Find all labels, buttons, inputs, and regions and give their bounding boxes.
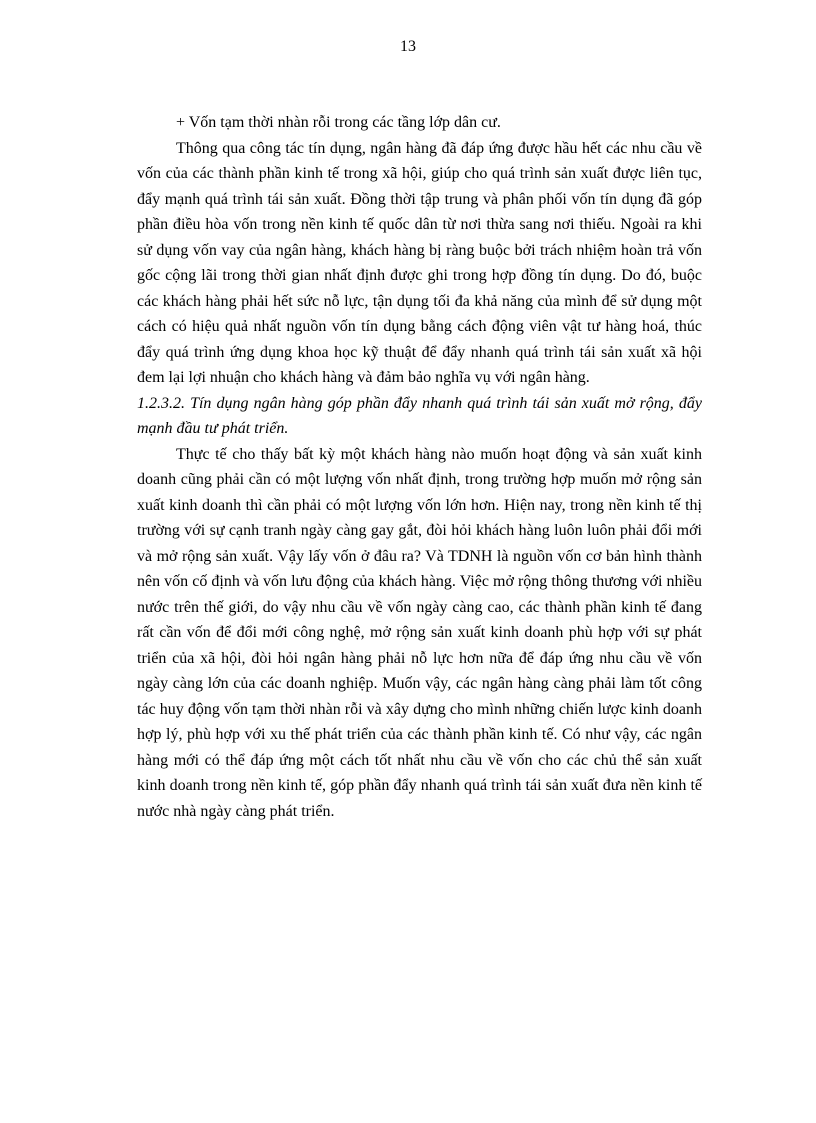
bullet-paragraph: + Vốn tạm thời nhàn rỗi trong các tầng lớp dân cư. — [176, 114, 501, 131]
body-paragraph: Thực tế cho thấy bất kỳ một khách hàng nào muốn hoạt động và sản xuất kinh doanh cũng phải cần có một lượng vốn nhất định, trong trường hợp muốn mở rộng sản xuất kinh doanh thì cần phải có một lượng vốn lớn hơn. Hiện nay, trong nền kinh tế thị trường với sự cạnh tranh ngày càng gay gắt, đòi hỏi khách hàng luôn luôn phải đổi mới và mở rộng sản xuất. Vậy lấy vốn ở đâu ra? Và TDNH là nguồn vốn cơ bản hình thành nên vốn cố định và vốn lưu động của khách hàng. Việc mở rộng thông thương với nhiều nước trên thế giới, do vậy nhu cầu về vốn ngày càng cao, các thành phần kinh tế đang rất cần vốn để đổi mới công nghệ, mở rộng sản xuất kinh doanh phù hợp với sự phát triển của xã hội, đòi hỏi ngân hàng phải nỗ lực hơn nữa để đáp ứng nhu cầu về vốn ngày càng lớn của các doanh nghiệp. Muốn vậy, các ngân hàng càng phải làm tốt công tác huy động vốn tạm thời nhàn rỗi và xây dựng cho mình những chiến lược kinh doanh hợp lý, phù hợp với xu thế phát triển của các thành phần kinh tế. Có như vậy, các ngân hàng mới có thể đáp ứng một cách tốt nhất nhu cầu về vốn cho các chủ thể sản xuất kinh doanh trong nền kinh tế, góp phần đẩy nhanh quá trình tái sản xuất đưa nền kinh tế nước nhà ngày càng phát triển. — [137, 445, 702, 820]
body-paragraph: Thông qua công tác tín dụng, ngân hàng đã đáp ứng được hầu hết các nhu cầu về vốn của các thành phần kinh tế trong xã hội, giúp cho quá trình sản xuất được liên tục, đẩy mạnh quá trình tái sản xuất. Đồng thời tập trung và phân phối vốn tín dụng đã góp phần điều hòa vốn trong nền kinh tế quốc dân từ nơi thừa sang nơi thiếu. Ngoài ra khi sử dụng vốn vay của ngân hàng, khách hàng bị ràng buộc bởi trách nhiệm hoàn trả vốn gốc cộng lãi trong thời gian nhất định được ghi trong hợp đồng tín dụng. Do đó, buộc các khách hàng phải hết sức nỗ lực, tận dụng tối đa khả năng của mình để sử dụng một cách có hiệu quả nhất nguồn vốn tín dụng bằng cách động viên vật tư hàng hoá, thúc đẩy quá trình ứng dụng khoa học kỹ thuật để đẩy nhanh quá trình tái sản xuất xã hội đem lại lợi nhuận cho khách hàng và đảm bảo nghĩa vụ với ngân hàng. — [137, 139, 702, 386]
document-body — [137, 110, 702, 824]
page-number: 13 — [400, 38, 416, 55]
section-heading: 1.2.3.2. Tín dụng ngân hàng góp phần đẩy nhanh quá trình tái sản xuất mở rộng, đẩy mạnh đầu tư phát triển. — [137, 394, 702, 437]
